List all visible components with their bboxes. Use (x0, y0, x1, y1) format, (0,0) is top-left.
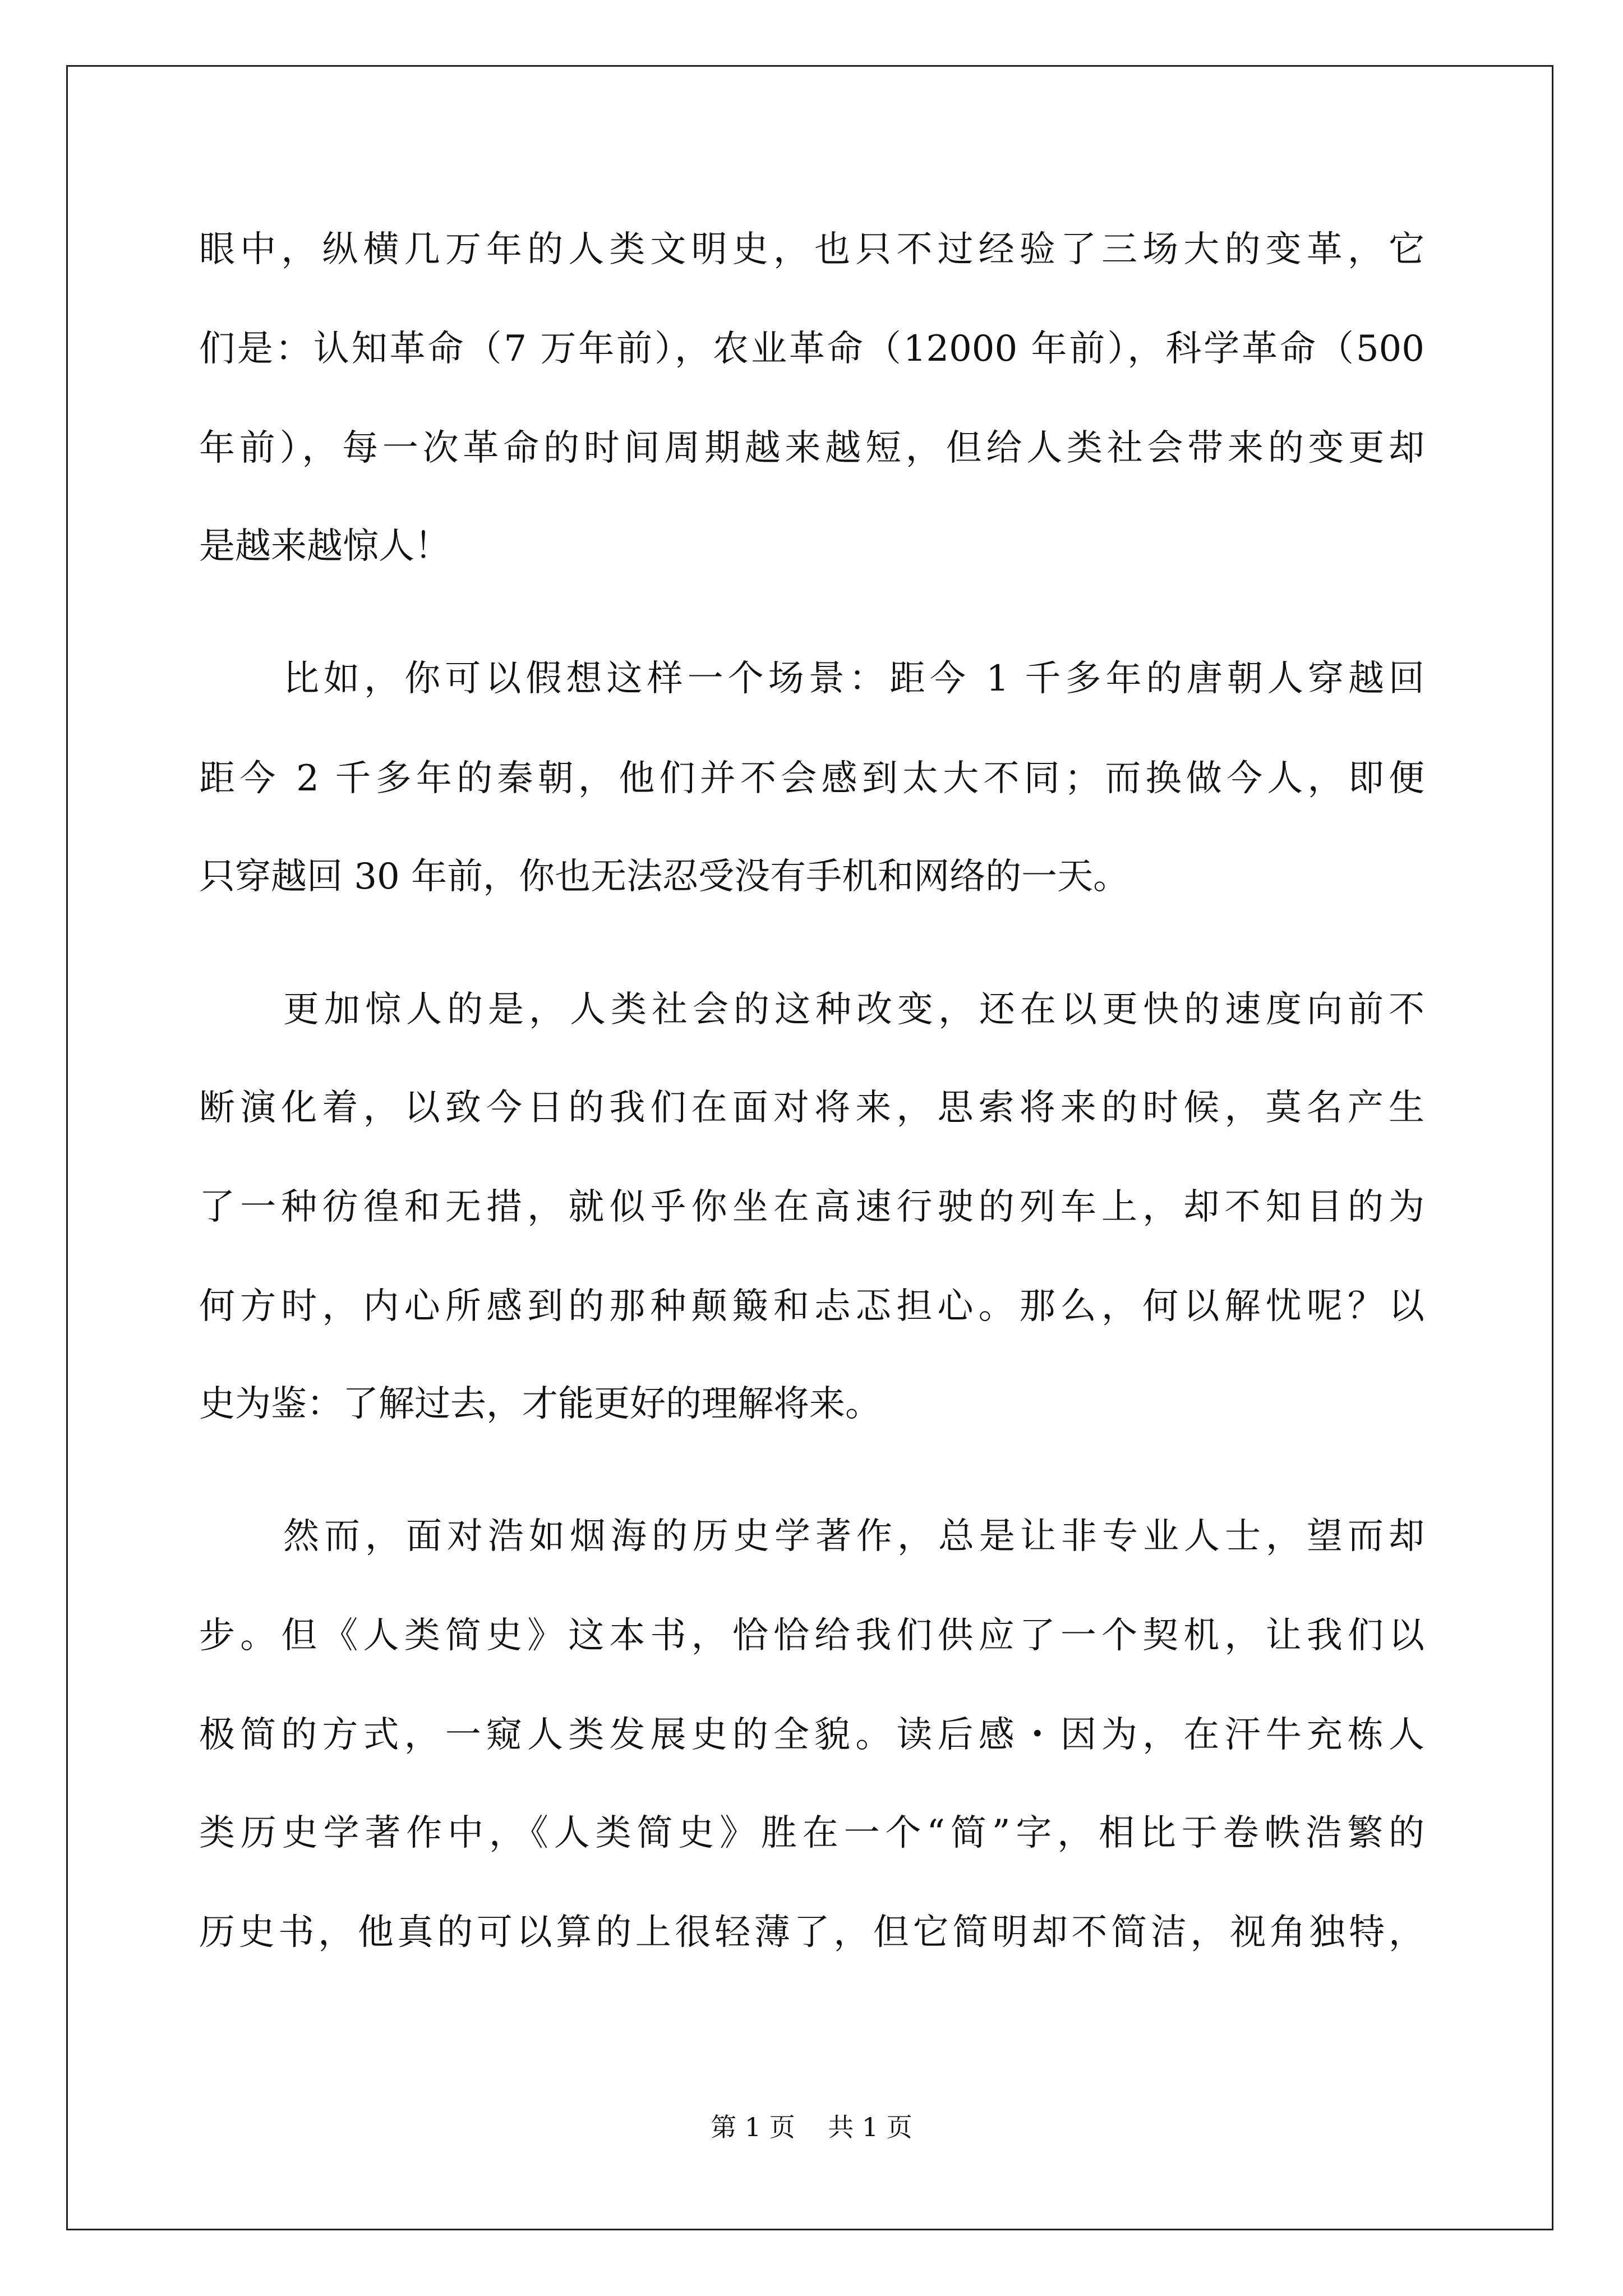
page-border (66, 65, 1553, 2230)
paragraph-1-line-1: 眼中，纵横几万年的人类文明史，也只不过经验了三场大的变革，它 (199, 229, 1424, 270)
paragraph-1-line-4: 是越来越惊人！ (199, 526, 450, 567)
paragraph-2-line-1: 比如，你可以假想这样一个场景：距今 1 千多年的唐朝人穿越回 (283, 658, 1424, 700)
paragraph-1-line-3: 年前），每一次革命的时间周期越来越短，但给人类社会带来的变更却 (199, 427, 1424, 469)
paragraph-1-line-2: 们是：认知革命（7 万年前），农业革命（12000 年前），科学革命（500 (199, 328, 1424, 370)
paragraph-4-line-5: 历史书，他真的可以算的上很轻薄了，但它简明却不简洁，视角独特， (199, 1912, 1424, 1953)
paragraph-2-line-3: 只穿越回 30 年前，你也无法忍受没有手机和网络的一天。 (199, 856, 1129, 898)
paragraph-4-line-3: 极简的方式，一窥人类发展史的全貌。读后感・因为，在汗牛充栋人 (199, 1714, 1424, 1756)
paragraph-3-line-4: 何方时，内心所感到的那种颠簸和忐忑担心。那么，何以解忧呢？以 (199, 1286, 1424, 1327)
paragraph-3-line-2: 断演化着，以致今日的我们在面对将来，思索将来的时候，莫名产生 (199, 1087, 1424, 1129)
paragraph-3-line-1: 更加惊人的是，人类社会的这种改变，还在以更快的速度向前不 (283, 989, 1424, 1030)
paragraph-4-line-2: 步。但《人类简史》这本书，恰恰给我们供应了一个契机，让我们以 (199, 1615, 1424, 1657)
paragraph-4-line-1: 然而，面对浩如烟海的历史学著作，总是让非专业人士，望而却 (283, 1516, 1424, 1557)
page-footer: 第 1 页 共 1 页 (711, 2112, 912, 2142)
paragraph-4-line-4: 类历史学著作中，《人类简史》胜在一个“简”字，相比于卷帙浩繁的 (199, 1812, 1424, 1854)
paragraph-3-line-5: 史为鉴：了解过去，才能更好的理解将来。 (199, 1383, 881, 1425)
paragraph-2-line-2: 距今 2 千多年的秦朝，他们并不会感到太大不同；而换做今人，即便 (199, 758, 1424, 799)
paragraph-3-line-3: 了一种彷徨和无措，就似乎你坐在高速行驶的列车上，却不知目的为 (199, 1186, 1424, 1228)
